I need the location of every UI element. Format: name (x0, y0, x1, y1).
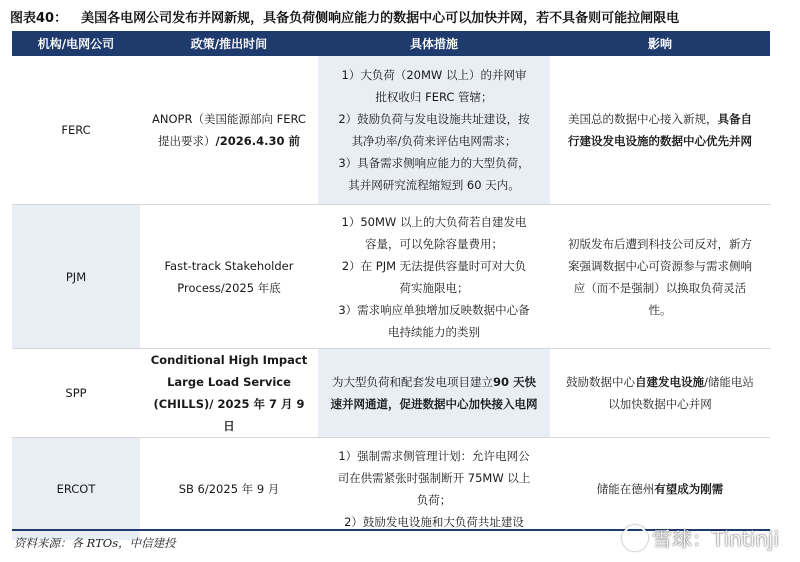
impact-highlight: 有望成为刚需 (654, 482, 724, 496)
impact-cell (550, 349, 770, 438)
measure-line: 1）强制需求侧管理计划：允许电网公 (338, 449, 530, 463)
measure-line: 负荷； (416, 493, 452, 507)
watermark-text: 雪球：Tintinji (652, 527, 780, 551)
measure-line: 其并网研究流程缩短到 60 天内。 (348, 178, 520, 192)
measure-line: 2）鼓励负荷与发电设施共址建设，按 (338, 112, 530, 126)
table-row (12, 205, 770, 349)
measure-line: 荷实施限电； (399, 280, 469, 295)
measures-cell (318, 438, 550, 541)
impact-text: 储能在德州 (596, 482, 655, 496)
measure-line: 司在供需紧张时强制断开 75MW 以上 (337, 471, 531, 485)
header-impact: 影响 (550, 31, 770, 56)
header-org: 机构/电网公司 (12, 31, 140, 56)
impact-cell: 初版发布后遭到科技公司反对，新方案强调数据中心可资源参与需求侧响应（而不是强制）以换取负荷灵活性。 (550, 205, 770, 349)
measure-line: 3）具备需求侧响应能力的大型负荷， (338, 156, 530, 170)
measure-line: 容量，可以免除容量费用； (365, 236, 503, 251)
policy-cell: SB 6/2025 年 9 月 (140, 438, 318, 541)
measure-line: 其净功率/负荷来评估电网需求； (351, 134, 517, 148)
policy-line: Large Load Service (167, 375, 291, 389)
measure-highlight: 90 天快速并网通道，促进数据中心加快接入电网 (330, 375, 538, 411)
policy-cell (140, 205, 318, 349)
measure-line: 电持续能力的类别 (388, 324, 480, 339)
org-cell: PJM (12, 205, 140, 349)
measure-line: 1）50MW 以上的大负荷若自建发电 (341, 214, 527, 229)
figure-title (10, 9, 679, 29)
policy-table (12, 31, 770, 540)
impact-text-tail: /储能电站以加快数据中心并网 (608, 375, 754, 411)
policy-cell (140, 56, 318, 205)
table-header-row (12, 31, 770, 56)
watermark (622, 524, 779, 554)
snowball-logo-icon (622, 525, 648, 551)
org-cell: ERCOT (12, 438, 140, 541)
figure-title-text: 美国各电网公司发布并网新规，具备负荷侧响应能力的数据中心可以加快并网，若不具备则可能拉闸限电 (81, 11, 680, 26)
measures-cell (318, 205, 550, 349)
policy-line: ANOPR（美国能源部向 FERC (152, 112, 306, 126)
measure-line: 2）在 PJM 无法提供容量时可对大负 (341, 258, 527, 273)
measure-line: 批权收归 FERC 管辖； (375, 90, 493, 104)
table-row (12, 349, 770, 438)
org-cell: SPP (12, 349, 140, 438)
org-cell: FERC (61, 123, 91, 137)
policy-line: Process/2025 年底 (177, 280, 281, 295)
measure-line: 3）需求响应单独增加反映数据中心备 (338, 302, 530, 317)
figure-label: 图表40： (10, 11, 68, 26)
policy-date: /2026.4.30 前 (215, 134, 300, 148)
policy-line: 提出要求）/2026.4.30 前 (158, 134, 300, 148)
policy-line: (CHILLS)/ 2025 年 7 月 9 日 (153, 397, 305, 433)
impact-cell (550, 56, 770, 205)
measure-line: 2）鼓励发电设施和大负荷共址建设 (344, 515, 524, 529)
source-note: 资料来源：各 RTOs，中信建投 (14, 536, 176, 550)
policy-table-wrapper (12, 31, 770, 540)
policy-line: Fast-track Stakeholder (164, 258, 294, 273)
policy-cell (140, 349, 318, 438)
header-measures: 具体措施 (318, 31, 550, 56)
impact-text: 美国总的数据中心接入新规， (568, 112, 718, 126)
impact-highlight: 具备自行建设发电设施的数据中心优先并网 (568, 112, 752, 148)
measures-cell (318, 349, 550, 438)
measures-cell (318, 56, 550, 205)
table-row (12, 56, 770, 205)
policy-line: Conditional High Impact (150, 353, 308, 367)
header-policy: 政策/推出时间 (140, 31, 318, 56)
measure-line: 1）大负荷（20MW 以上）的并网审 (341, 68, 527, 82)
measure-text: 为大型负荷和配套发电项目建立 (331, 375, 493, 389)
impact-highlight: 自建发电设施 (635, 375, 705, 389)
impact-text: 鼓励数据中心 (566, 375, 636, 389)
